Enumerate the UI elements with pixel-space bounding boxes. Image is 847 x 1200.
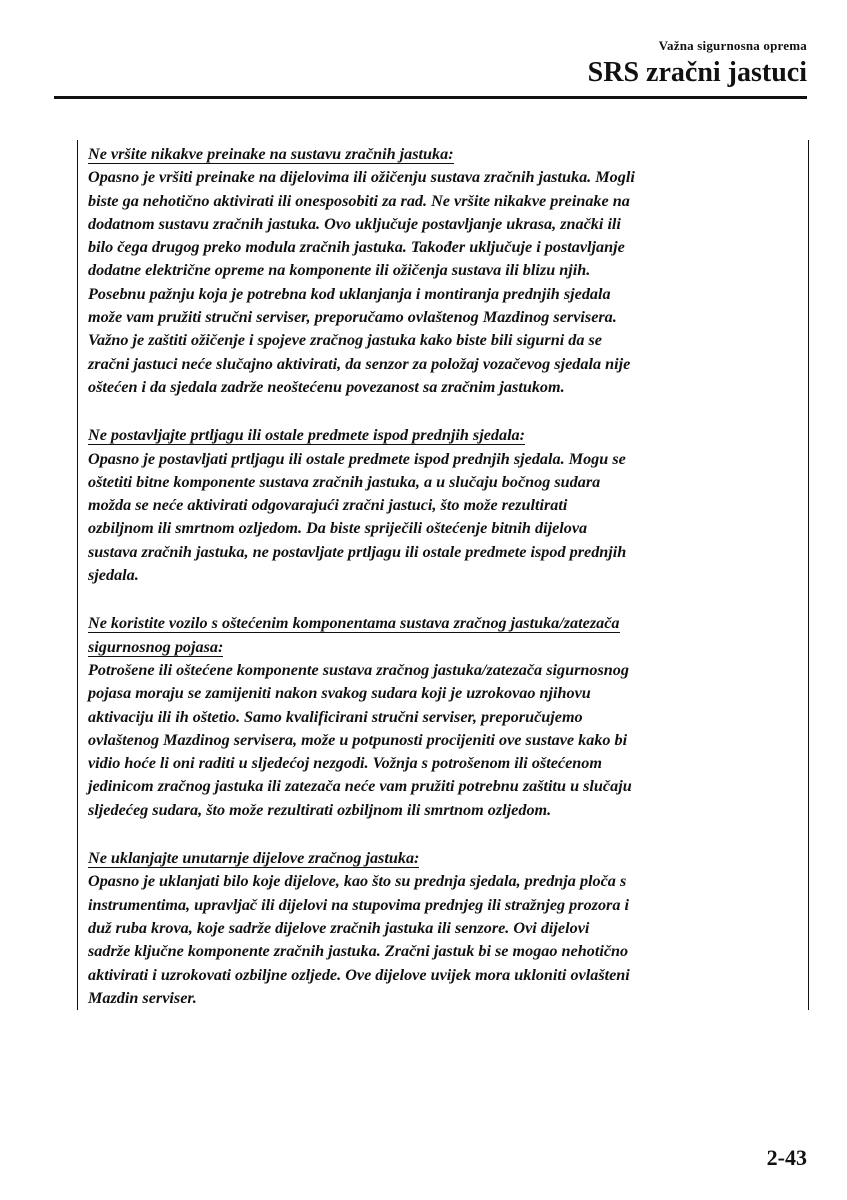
header-divider bbox=[54, 96, 807, 99]
warning-text-line: sustava zračnih jastuka, ne postavljate prtljagu ili ostale predmete ispod prednjih bbox=[88, 542, 627, 561]
warning-text-line: oštećen i da sjedala zadrže neoštećenu povezanost sa zračnim jastukom. bbox=[88, 377, 565, 396]
warning-text-line: dodatnom sustavu zračnih jastuka. Ovo uključuje postavljanje ukrasa, znački ili bbox=[88, 214, 621, 233]
warning-text-line: možda se neće aktivirati odgovarajući zračni jastuci, što može rezultirati bbox=[88, 496, 568, 515]
warning-text-line: Opasno je uklanjati bilo koje dijelove, kao što su prednja sjedala, prednja ploča s bbox=[88, 872, 627, 891]
warning-heading: sigurnosnog pojasa: bbox=[88, 637, 224, 656]
warning-heading: Ne koristite vozilo s oštećenim komponentama sustava zračnog jastuka/zatezača bbox=[88, 614, 620, 633]
warning-text-line: Opasno je vršiti preinake na dijelovima ili ožičenju sustava zračnih jastuka. Mogli bbox=[88, 168, 635, 187]
warning-text-line: Posebnu pažnju koja je potrebna kod uklanjanja i montiranja prednjih sjedala bbox=[88, 284, 611, 303]
warning-text-line: bilo čega drugog preko modula zračnih jastuka. Također uključuje i postavljanje bbox=[88, 238, 625, 257]
warning-heading: Ne uklanjajte unutarnje dijelove zračnog jastuka: bbox=[88, 849, 420, 868]
warning-heading: Ne vršite nikakve preinake na sustavu zračnih jastuka: bbox=[88, 145, 454, 163]
page-number: 2-43 bbox=[766, 1145, 807, 1170]
warning-block-luggage bbox=[88, 424, 803, 587]
page-header bbox=[588, 38, 807, 90]
warning-block-internal-parts bbox=[88, 847, 803, 1010]
warning-text-line: aktivaciju ili ih oštetio. Samo kvalificirani stručni serviser, preporučujemo bbox=[88, 707, 583, 726]
warning-text-line: Mazdin serviser. bbox=[88, 988, 197, 1007]
warning-text-line: pojasa moraju se zamijeniti nakon svakog sudara koji je uzrokovao njihovu bbox=[88, 684, 591, 703]
warning-text-line: oštetiti bitne komponente sustava zračnih jastuka, a u slučaju bočnog sudara bbox=[88, 472, 601, 491]
warning-text-line: ozbiljnom ili smrtnom ozljedom. Da biste spriječili oštećenje bitnih dijelova bbox=[88, 519, 588, 538]
warning-text-line: sljedećeg sudara, što može rezultirati ozbiljnom ili smrtnom ozljedom. bbox=[88, 800, 552, 819]
warning-content bbox=[88, 143, 803, 1035]
section-label: Važna sigurnosna oprema bbox=[658, 38, 807, 53]
warning-text-line: sjedala. bbox=[88, 566, 139, 585]
warning-text-line: zračni jastuci neće slučajno aktivirati, da senzor za položaj vozačevog sjedala nije bbox=[88, 354, 631, 373]
warning-text-line: instrumentima, upravljač ili dijelovi na stupovima prednjeg ili stražnjeg prozora i bbox=[88, 895, 629, 914]
warning-text-line: vidio hoće li oni raditi u sljedećoj nezgodi. Vožnja s potrošenom ili oštećenom bbox=[88, 754, 602, 773]
warning-heading: Ne postavljajte prtljagu ili ostale predmete ispod prednjih sjedala: bbox=[88, 426, 526, 445]
warning-text-line: aktivirati i uzrokovati ozbiljne ozljede. Ove dijelove uvijek mora ukloniti ovlašteni bbox=[88, 965, 630, 984]
warning-text-line: Potrošene ili oštećene komponente sustava zračnog jastuka/zatezača sigurnosnog bbox=[88, 660, 629, 679]
warning-block-damaged-components bbox=[88, 612, 803, 822]
warning-text-line: sadrže ključne komponente zračnih jastuka. Zračni jastuk bi se mogao nehotično bbox=[88, 942, 629, 961]
warning-text-line: Opasno je postavljati prtljagu ili ostale predmete ispod prednjih sjedala. Mogu se bbox=[88, 449, 626, 468]
warning-block-modifications bbox=[88, 143, 803, 399]
warning-text-line: ovlaštenog Mazdinog servisera, može u potpunosti procijeniti ove sustave kako bi bbox=[88, 730, 628, 749]
warning-text-line: biste ga nehotično aktivirati ili onesposobiti za rad. Ne vršite nikakve preinake na bbox=[88, 191, 630, 210]
page-title: SRS zračni jastuci bbox=[587, 57, 807, 88]
warning-text-line: duž ruba krova, koje sadrže dijelove zračnih jastuka ili senzore. Ovi dijelovi bbox=[88, 918, 590, 937]
warning-text-line: dodatne električne opreme na komponente ili ožičenja sustava ili blizu njih. bbox=[88, 261, 591, 280]
warning-text-line: može vam pružiti stručni serviser, preporučamo ovlaštenog Mazdinog servisera. bbox=[88, 308, 617, 327]
warning-text-line: jedinicom zračnog jastuka ili zatezača neće vam pružiti potrebnu zaštitu u slučaju bbox=[88, 777, 632, 796]
warning-text-line: Važno je zaštiti ožičenje i spojeve zračnog jastuka kako biste bili sigurni da se bbox=[88, 331, 602, 350]
